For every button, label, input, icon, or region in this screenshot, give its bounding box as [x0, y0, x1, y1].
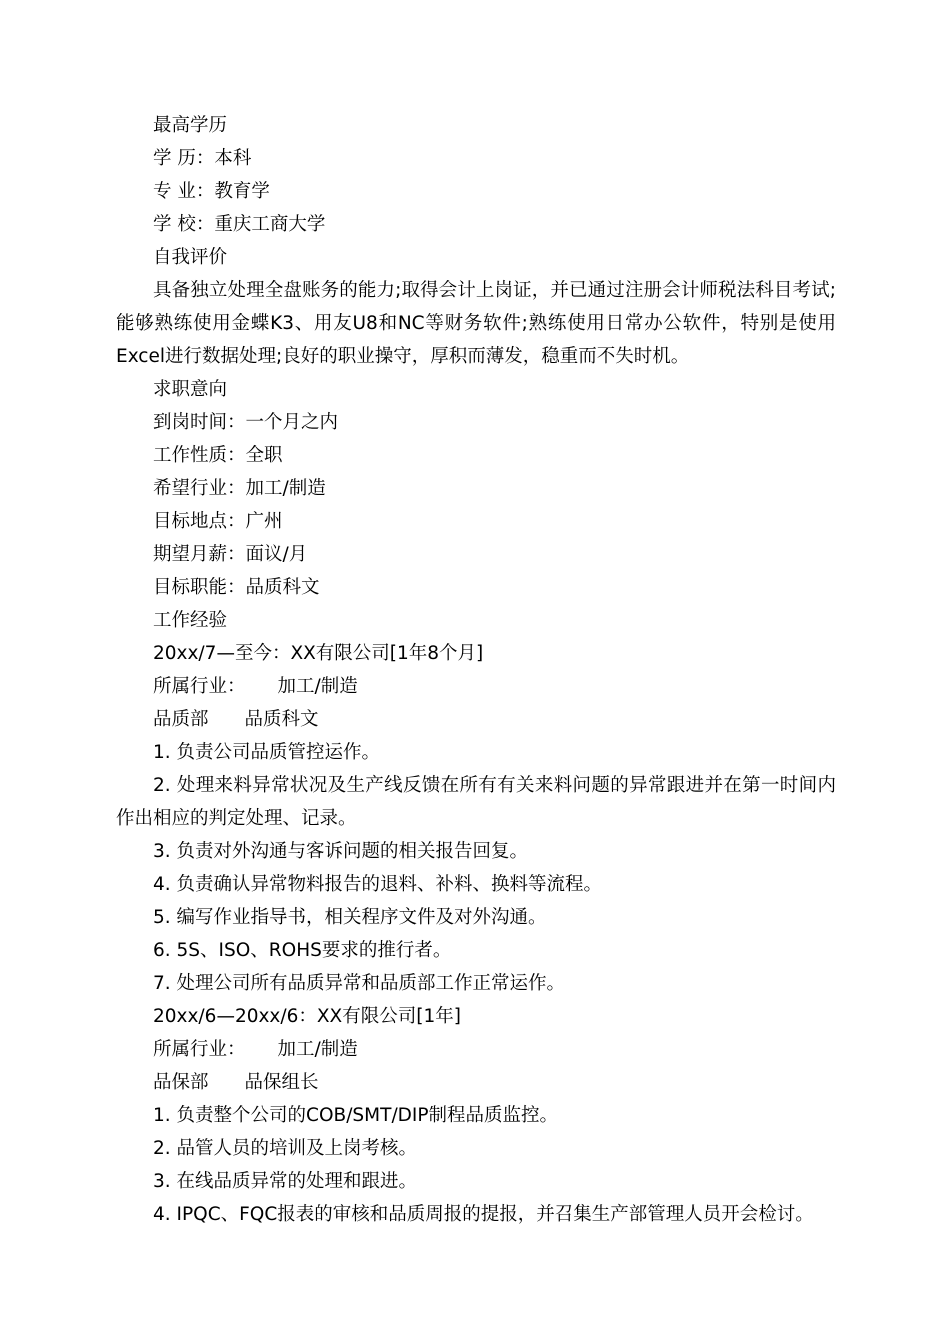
intention-industry: 希望行业：加工/制造	[153, 478, 326, 499]
job-1-position: 品质科文	[244, 709, 319, 730]
job-1-duty-4: 4. 负责确认异常物料报告的退料、补料、换料等流程。	[153, 874, 603, 895]
self-eval-heading: 自我评价	[153, 247, 228, 268]
education-heading: 最高学历	[153, 115, 228, 136]
job-2-duty-2: 2. 品管人员的培训及上岗考核。	[153, 1138, 418, 1159]
job-1-industry	[116, 670, 836, 703]
job-1-duty-3: 3. 负责对外沟通与客诉问题的相关报告回复。	[153, 841, 529, 862]
job-1-industry-label: 所属行业：	[153, 676, 246, 697]
job-1-department: 品质部	[153, 709, 209, 730]
resume-content	[116, 109, 836, 1231]
experience-heading: 工作经验	[153, 610, 228, 631]
intention-function: 目标职能：品质科文	[153, 577, 320, 598]
job-1-duty-2: 2. 处理来料异常状况及生产线反馈在所有有关来料问题的异常跟进并在第一时间内作出相应的判定处理、记录。	[116, 775, 836, 829]
job-2-position: 品保组长	[244, 1072, 319, 1093]
job-2-industry-value: 加工/制造	[277, 1039, 358, 1060]
job-1-duty-1: 1. 负责公司品质管控运作。	[153, 742, 381, 763]
job-2-dept-position	[116, 1066, 836, 1099]
education-major: 专 业：教育学	[153, 181, 270, 202]
self-eval-text: 具备独立处理全盘账务的能力;取得会计上岗证，并已通过注册会计师税法科目考试;能够熟练使用金蝶K3、用友U8和NC等财务软件;熟练使用日常办公软件，特别是使用Excel进行数据处理;良好的职业操守，厚积而薄发，稳重而不失时机。	[116, 280, 836, 367]
intention-location: 目标地点：广州	[153, 511, 283, 532]
job-1-period: 20xx/7—至今：XX有限公司[1年8个月]	[153, 643, 484, 664]
intention-salary: 期望月薪：面议/月	[153, 544, 308, 565]
intention-heading: 求职意向	[153, 379, 228, 400]
job-2-industry-label: 所属行业：	[153, 1039, 246, 1060]
job-1-industry-value: 加工/制造	[277, 676, 358, 697]
intention-arrival: 到岗时间：一个月之内	[153, 412, 339, 433]
job-2-duty-4: 4. IPQC、FQC报表的审核和品质周报的提报，并召集生产部管理人员开会检讨。	[153, 1204, 814, 1225]
job-1-duty-7: 7. 处理公司所有品质异常和品质部工作正常运作。	[153, 973, 566, 994]
job-2-period: 20xx/6—20xx/6：XX有限公司[1年]	[153, 1006, 461, 1027]
education-school: 学 校：重庆工商大学	[153, 214, 326, 235]
intention-nature: 工作性质：全职	[153, 445, 283, 466]
education-degree: 学 历：本科	[153, 148, 252, 169]
job-2-duty-1: 1. 负责整个公司的COB/SMT/DIP制程品质监控。	[153, 1105, 559, 1126]
job-2-duty-3: 3. 在线品质异常的处理和跟进。	[153, 1171, 418, 1192]
job-1-duty-5: 5. 编写作业指导书，相关程序文件及对外沟通。	[153, 907, 547, 928]
job-2-department: 品保部	[153, 1072, 209, 1093]
job-2-industry	[116, 1033, 836, 1066]
job-1-duty-6: 6. 5S、ISO、ROHS要求的推行者。	[153, 940, 452, 961]
job-1-dept-position	[116, 703, 836, 736]
